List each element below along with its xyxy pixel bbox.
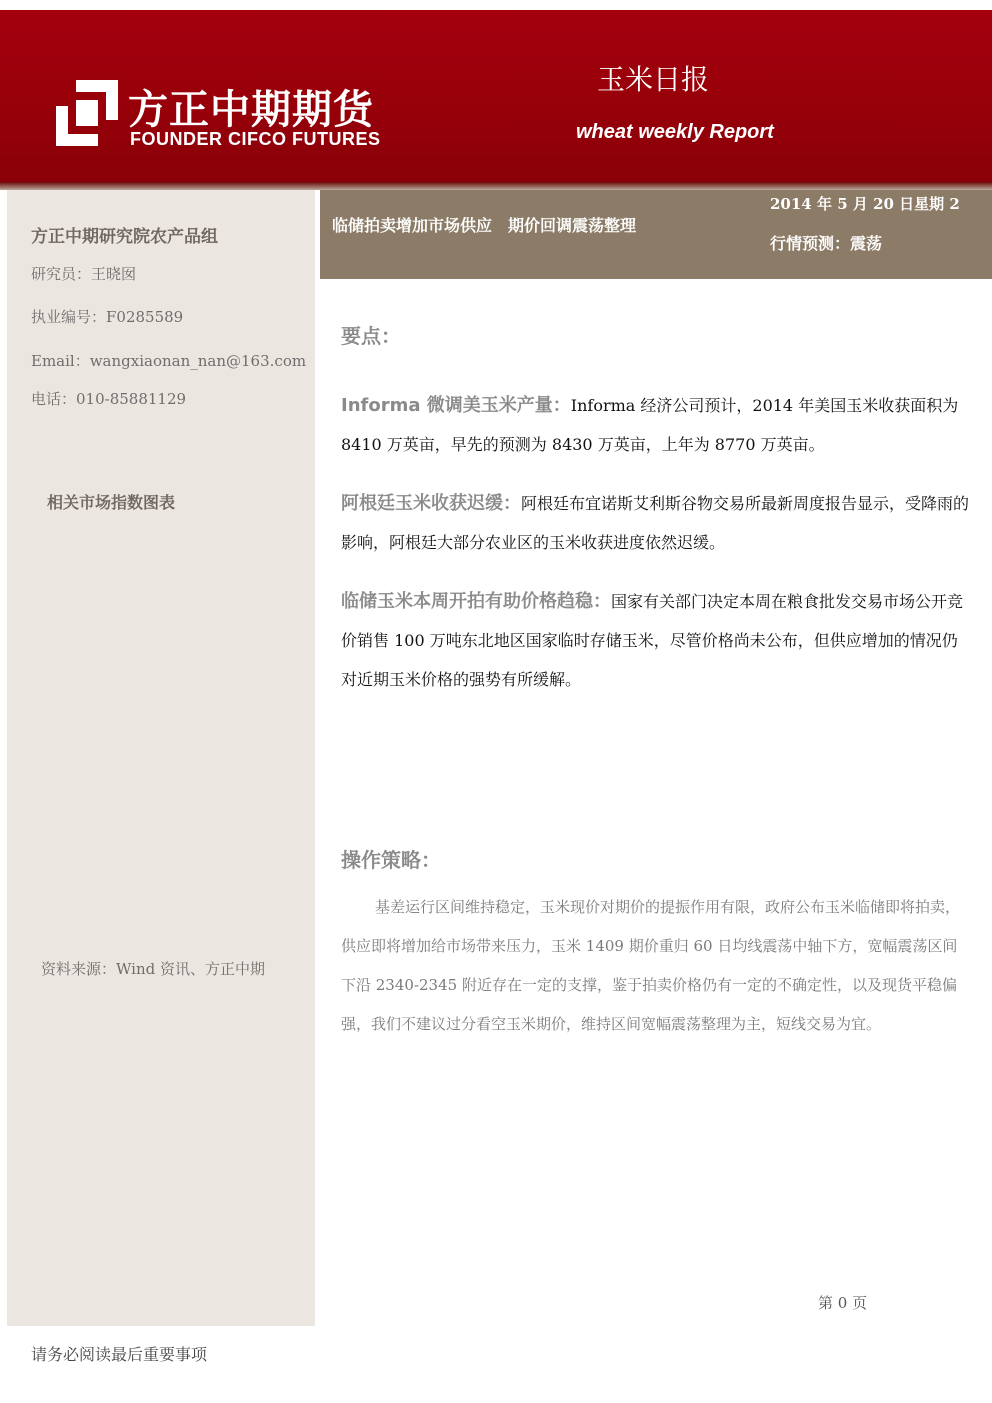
key-point-argentina [341, 484, 971, 562]
contact-phone: 电话：010-85881129 [31, 390, 187, 408]
data-source: 资料来源：Wind 资讯、方正中期 [41, 960, 265, 978]
strategy-heading: 操作策略： [341, 848, 441, 872]
banner-headline: 临储拍卖增加市场供应 期价回调震荡整理 [332, 216, 637, 235]
key-point-text: 国家有关部门决定本周在粮食批发交易市场公开竞价销售 100 万吨东北地区国家临时存储玉米，尽管价格尚未公布，但供应增加的情况仍对近期玉米价格的强势有所缓解。 [341, 592, 964, 689]
key-point-lead: 临储玉米本周开拍有助价格趋稳： [341, 591, 611, 612]
key-point-lead: Informa 微调美玉米产量： [341, 395, 571, 416]
strategy-text: 基差运行区间维持稳定，玉米现价对期价的提振作用有限，政府公布玉米临储即将拍卖，供应即将增加给市场带来压力，玉米 1409 期价重归 60 日均线震荡中轴下方，宽幅震荡区间下沿 2340-2345 附近存在一定的支撑，鉴于拍卖价格仍有一定的不确定性，以及现货平稳偏强，我们不建议过分看空玉米期价，维持区间宽幅震荡整理为主，短线交易为宜。 [341, 898, 961, 1033]
contact-email[interactable]: Email：wangxiaonan_nan@163.com [31, 352, 307, 370]
key-point-lead: 阿根廷玉米收获迟缓： [341, 493, 521, 514]
related-charts-heading: 相关市场指数图表 [47, 493, 176, 512]
market-forecast: 行情预测：震荡 [770, 234, 883, 253]
disclaimer-notice: 请务必阅读最后重要事项 [31, 1345, 208, 1364]
key-point-text: 阿根廷布宜诺斯艾利斯谷物交易所最新周度报告显示，受降雨的影响，阿根廷大部分农业区的玉米收获进度依然迟缓。 [341, 494, 970, 552]
key-point-text: Informa 经济公司预计，2014 年美国玉米收获面积为 8410 万英亩，早先的预测为 8430 万英亩，上年为 8770 万英亩。 [341, 396, 959, 454]
report-subtitle: wheat weekly Report [576, 121, 774, 143]
logo-english-name: FOUNDER CIFCO FUTURES [130, 129, 381, 149]
license-number: 执业编号：F0285589 [31, 308, 184, 326]
research-group: 方正中期研究院农产品组 [31, 227, 218, 247]
header-divider [0, 182, 992, 190]
page-number: 第 0 页 [818, 1294, 868, 1312]
report-title: 玉米日报 [597, 63, 710, 96]
report-date: 2014 年 5 月 20 日星期 2 [770, 195, 960, 213]
logo-chinese-name: 方正中期期货 [128, 87, 374, 133]
founder-logo-icon [56, 80, 118, 146]
key-point-informa [341, 386, 971, 464]
researcher-name: 研究员：王晓囡 [31, 265, 137, 283]
key-points-heading: 要点： [341, 324, 401, 348]
key-point-auction [341, 582, 971, 699]
